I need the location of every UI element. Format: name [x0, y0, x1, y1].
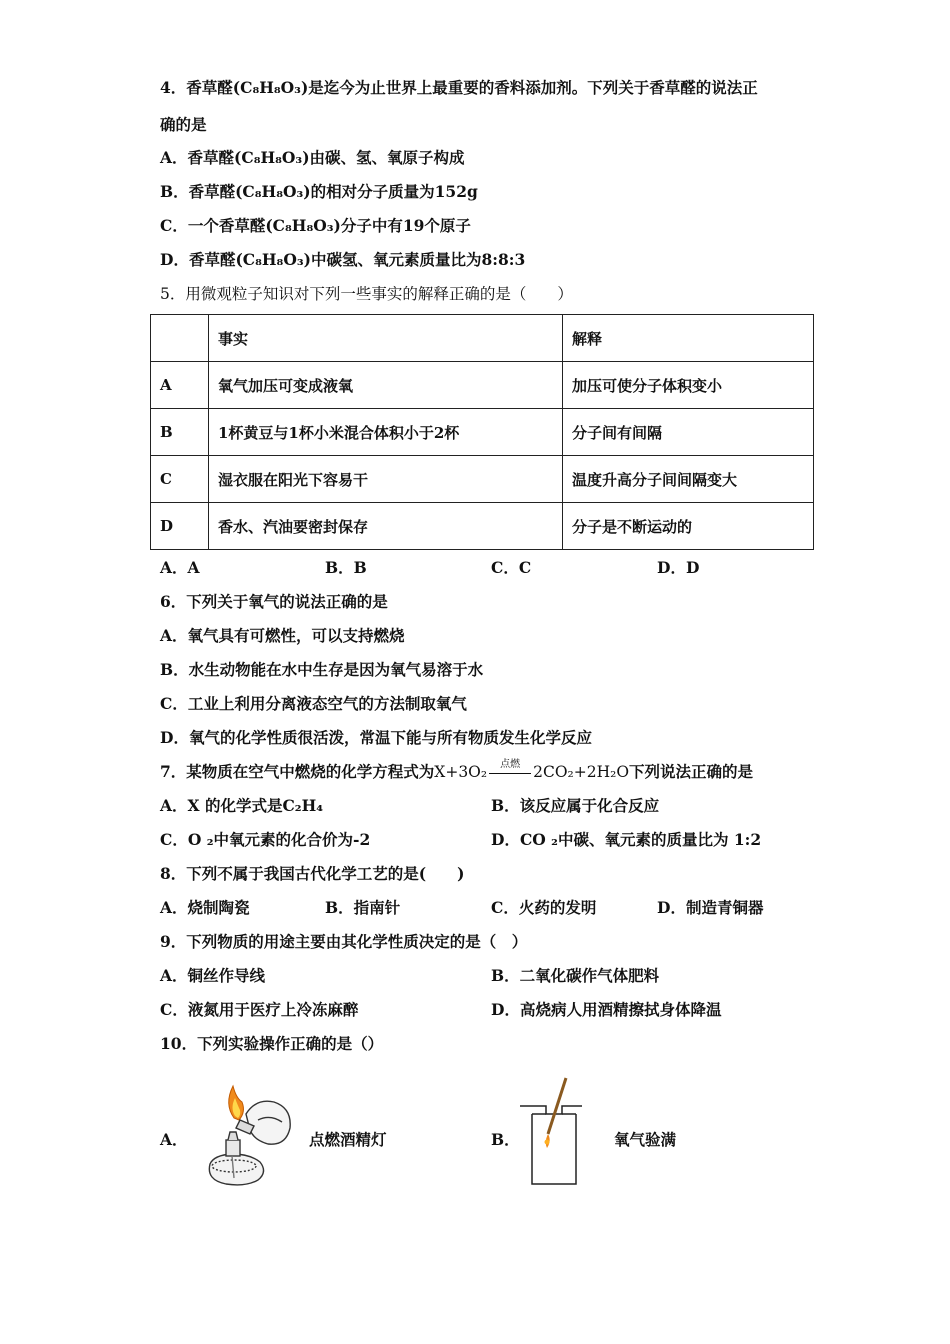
- alcohol-lamp-icon: [209, 1132, 263, 1185]
- q7-option-b: B．该反应属于化合反应: [491, 796, 660, 815]
- table-header-fact: 事实: [209, 315, 563, 362]
- second-lamp-icon: [236, 1101, 290, 1144]
- q10-option-b-caption: 氧气验满: [614, 1130, 677, 1149]
- table-header-row: [151, 315, 814, 362]
- table-cell: 氧气加压可变成液氧: [209, 362, 563, 409]
- q6-stem: 6．下列关于氧气的说法正确的是: [160, 592, 388, 611]
- table-cell: 湿衣服在阳光下容易干: [209, 456, 563, 503]
- table-cell: 分子是不断运动的: [563, 503, 814, 550]
- q8-option-a: A．烧制陶瓷: [160, 898, 250, 917]
- q6-option-d: D．氧气的化学性质很活泼，常温下能与所有物质发生化学反应: [160, 728, 592, 747]
- q8-option-c: C．火药的发明: [491, 898, 597, 917]
- table-row: [151, 409, 814, 456]
- q10-option-a-caption: 点燃酒精灯: [309, 1130, 387, 1149]
- q4-option-c: C．一个香草醛(C₈H₈O₃)分子中有19个原子: [160, 216, 471, 235]
- q6-option-a: A．氧气具有可燃性，可以支持燃烧: [160, 626, 405, 645]
- q10-option-a-letter: A．: [160, 1130, 188, 1149]
- q4-option-d: D．香草醛(C₈H₈O₃)中碳氢、氧元素质量比为8:8:3: [160, 250, 526, 269]
- table-cell: A: [151, 362, 209, 409]
- q8-stem: 8．下列不属于我国古代化学工艺的是( ): [160, 864, 465, 883]
- oxygen-test-figure: [518, 1076, 584, 1188]
- q9-stem: 9．下列物质的用途主要由其化学性质决定的是（ ）: [160, 932, 528, 951]
- q9-option-a: A．铜丝作导线: [160, 966, 266, 985]
- q7-stem-prefix: 7．某物质在空气中燃烧的化学方程式为: [160, 762, 435, 781]
- q10-stem: 10．下列实验操作正确的是（）: [160, 1034, 384, 1053]
- q8-option-b: B．指南针: [325, 898, 401, 917]
- q7-reaction-arrow: [487, 759, 533, 782]
- q9-option-c: C．液氮用于医疗上冷冻麻醉: [160, 1000, 359, 1019]
- q10-option-b-letter: B．: [491, 1130, 520, 1149]
- q5-option-b: B．B: [325, 558, 367, 577]
- q7-stem-suffix: 下列说法正确的是: [629, 762, 754, 781]
- table-cell: [151, 315, 209, 362]
- q4-option-b: B．香草醛(C₈H₈O₃)的相对分子质量为152g: [160, 182, 478, 201]
- table-cell: 分子间有间隔: [563, 409, 814, 456]
- q5-stem: 5．用微观粒子知识对下列一些事实的解释正确的是（ ）: [160, 285, 573, 303]
- q7-option-d: D．CO ₂中碳、氧元素的质量比为 1:2: [491, 830, 762, 849]
- q6-option-c: C．工业上利用分离液态空气的方法制取氧气: [160, 694, 467, 713]
- table-header-explanation: 解释: [563, 315, 814, 362]
- table-cell: 加压可使分子体积变小: [563, 362, 814, 409]
- table-cell: 温度升高分子间间隔变大: [563, 456, 814, 503]
- table-cell: B: [151, 409, 209, 456]
- gas-bottle-icon: [520, 1106, 582, 1184]
- q7-stem: [160, 759, 754, 782]
- q6-option-b: B．水生动物能在水中生存是因为氧气易溶于水: [160, 660, 484, 679]
- q5-option-d: D．D: [657, 558, 700, 577]
- q4-stem-line1: 4．香草醛(C₈H₈O₃)是迄今为止世界上最重要的香料添加剂。下列关于香草醛的说法正: [160, 78, 758, 97]
- q5-facts-table: [150, 314, 814, 550]
- wooden-splint-icon: [545, 1078, 567, 1148]
- q4-stem-line2: 确的是: [160, 115, 207, 134]
- q7-equation-condition: 点燃: [500, 759, 521, 770]
- q7-equation-left: X+3O₂: [434, 763, 488, 781]
- q7-equation-right: 2CO₂+2H₂O: [533, 763, 630, 781]
- table-cell: D: [151, 503, 209, 550]
- q7-option-a: A．X 的化学式是C₂H₄: [160, 796, 324, 815]
- q5-option-a: A．A: [160, 558, 200, 577]
- table-cell: 1杯黄豆与1杯小米混合体积小于2杯: [209, 409, 563, 456]
- q9-option-d: D．高烧病人用酒精擦拭身体降温: [491, 1000, 722, 1019]
- q4-option-a: A．香草醛(C₈H₈O₃)由碳、氢、氧原子构成: [160, 148, 465, 167]
- flame-icon: [229, 1086, 244, 1120]
- q9-option-b: B．二氧化碳作气体肥料: [491, 966, 660, 985]
- alcohol-lamp-lighting-figure: [196, 1080, 296, 1188]
- q7-option-c: C．O ₂中氧元素的化合价为-2: [160, 830, 371, 849]
- table-row: [151, 503, 814, 550]
- table-cell: 香水、汽油要密封保存: [209, 503, 563, 550]
- q8-option-d: D．制造青铜器: [657, 898, 764, 917]
- q5-option-c: C．C: [491, 558, 532, 577]
- table-row: [151, 362, 814, 409]
- table-row: [151, 456, 814, 503]
- table-cell: C: [151, 456, 209, 503]
